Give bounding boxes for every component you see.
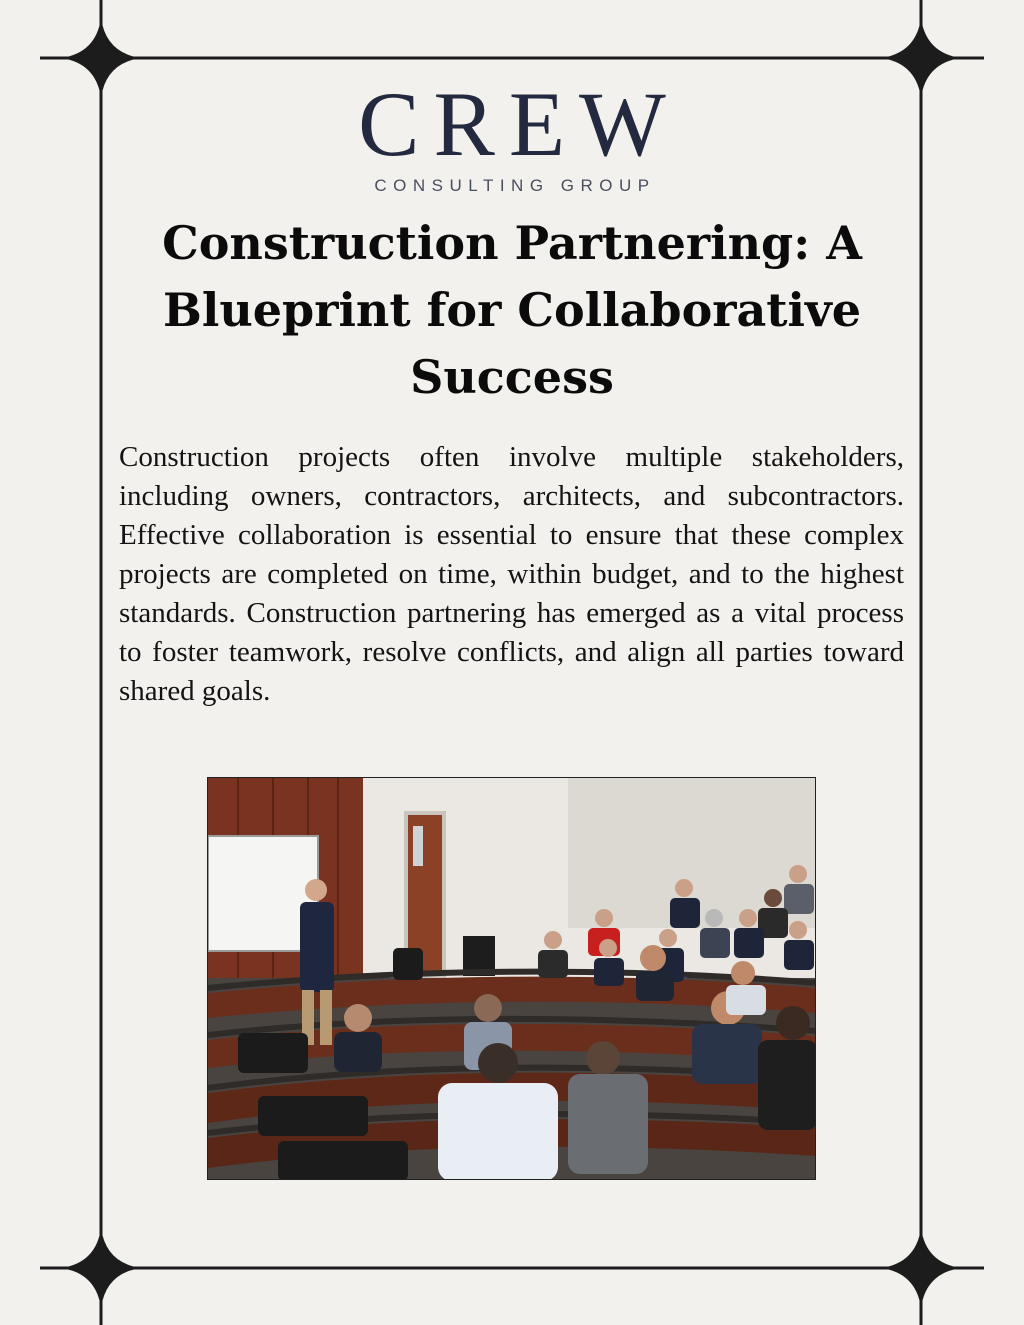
page-title: Construction Partnering: A Blueprint for Collaborative Success <box>162 216 862 404</box>
sparkle-icon <box>61 1228 141 1308</box>
classroom-photo <box>207 777 816 1180</box>
body-paragraph: Construction projects often involve multiple stakeholders, including owners, contractors, architects, and subcontractors. Effective collaboration is essential to ensure that these complex projects are completed on time, within budget, and to the highest standards. Construction partnering has emerged as a vital process to foster teamwork, resolve conflicts, and align all parties toward shared goals. <box>119 441 904 707</box>
logo-wordmark: CREW <box>358 73 680 175</box>
company-logo <box>0 73 1024 196</box>
sparkle-icon <box>881 1228 961 1308</box>
logo-tagline: CONSULTING GROUP <box>374 176 656 195</box>
